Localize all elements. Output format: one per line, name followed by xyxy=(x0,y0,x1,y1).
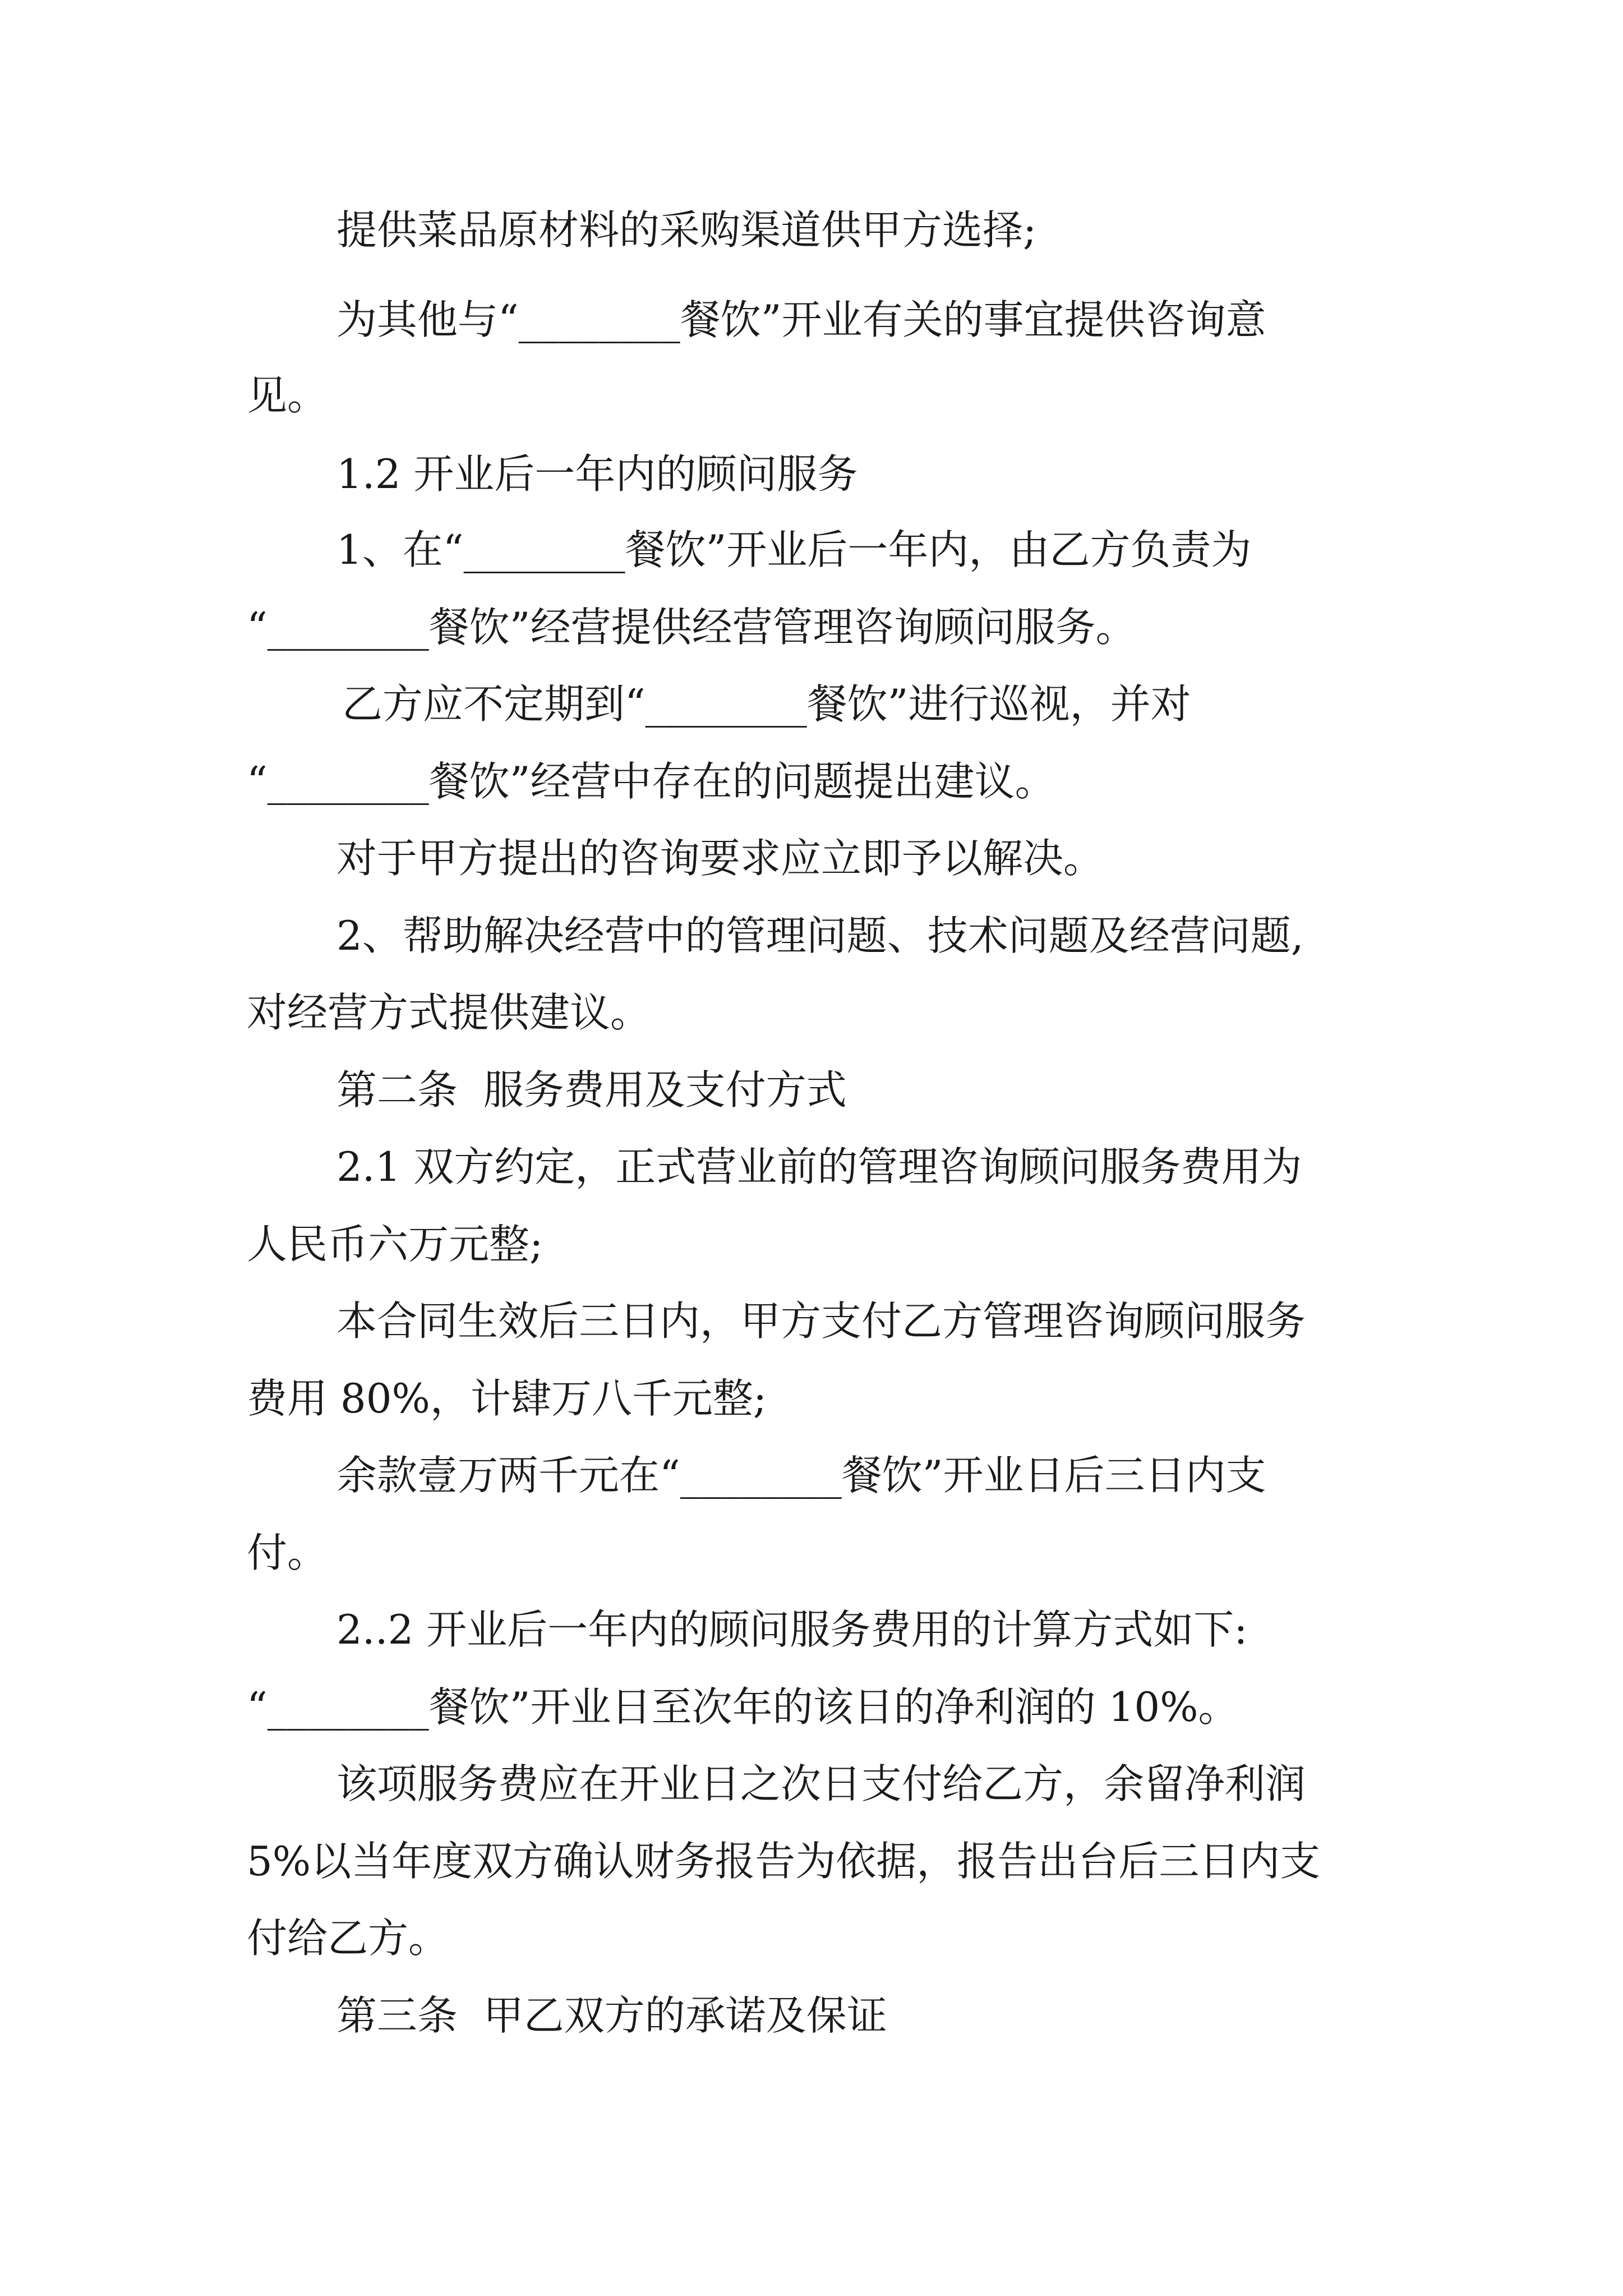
article-heading: 第三条 甲乙双方的承诺及保证 xyxy=(336,1992,887,2039)
text-line: 付给乙方。 xyxy=(247,1915,449,1962)
text-line: “________餐饮”经营提供经营管理咨询顾问服务。 xyxy=(247,604,1136,651)
text-line: 乙方应不定期到“________餐饮”进行巡视，并对 xyxy=(342,680,1191,728)
text-line: “________餐饮”经营中存在的问题提出建议。 xyxy=(247,758,1055,805)
text-line: 提供菜品原材料的采购渠道供甲方选择; xyxy=(336,206,1037,254)
text-line: 1、在“________餐饮”开业后一年内，由乙方负责为 xyxy=(336,526,1252,573)
text-line: 费用 80%，计肆万八千元整; xyxy=(247,1375,767,1422)
text-line: 见。 xyxy=(247,372,328,419)
text-line: 余款壹万两千元在“________餐饮”开业日后三日内支 xyxy=(336,1452,1266,1499)
text-line: 2..2 开业后一年内的顾问服务费用的计算方式如下: xyxy=(336,1606,1248,1653)
text-line: 5%以当年度双方确认财务报告为依据，报告出台后三日内支 xyxy=(247,1838,1321,1885)
text-line: 付。 xyxy=(247,1529,328,1576)
text-line: 对于甲方提出的咨询要求应立即予以解决。 xyxy=(336,835,1104,882)
text-line: 2.1 双方约定，正式营业前的管理咨询顾问服务费用为 xyxy=(336,1143,1302,1190)
section-heading: 1.2 开业后一年内的顾问服务 xyxy=(336,450,858,498)
article-heading: 第二条 服务费用及支付方式 xyxy=(336,1066,847,1114)
text-line: 本合同生效后三日内，甲方支付乙方管理咨询顾问服务 xyxy=(336,1297,1306,1345)
text-line: 为其他与“________餐饮”开业有关的事宜提供咨询意 xyxy=(336,296,1266,343)
text-line: “________餐饮”开业日至次年的该日的净利润的 10%。 xyxy=(247,1683,1239,1731)
text-line: 该项服务费应在开业日之次日支付给乙方，余留净利润 xyxy=(336,1760,1306,1807)
text-line: 2、帮助解决经营中的管理问题、技术问题及经营问题, xyxy=(336,912,1304,959)
text-line: 对经营方式提供建议。 xyxy=(247,989,651,1036)
text-line: 人民币六万元整; xyxy=(247,1221,543,1268)
